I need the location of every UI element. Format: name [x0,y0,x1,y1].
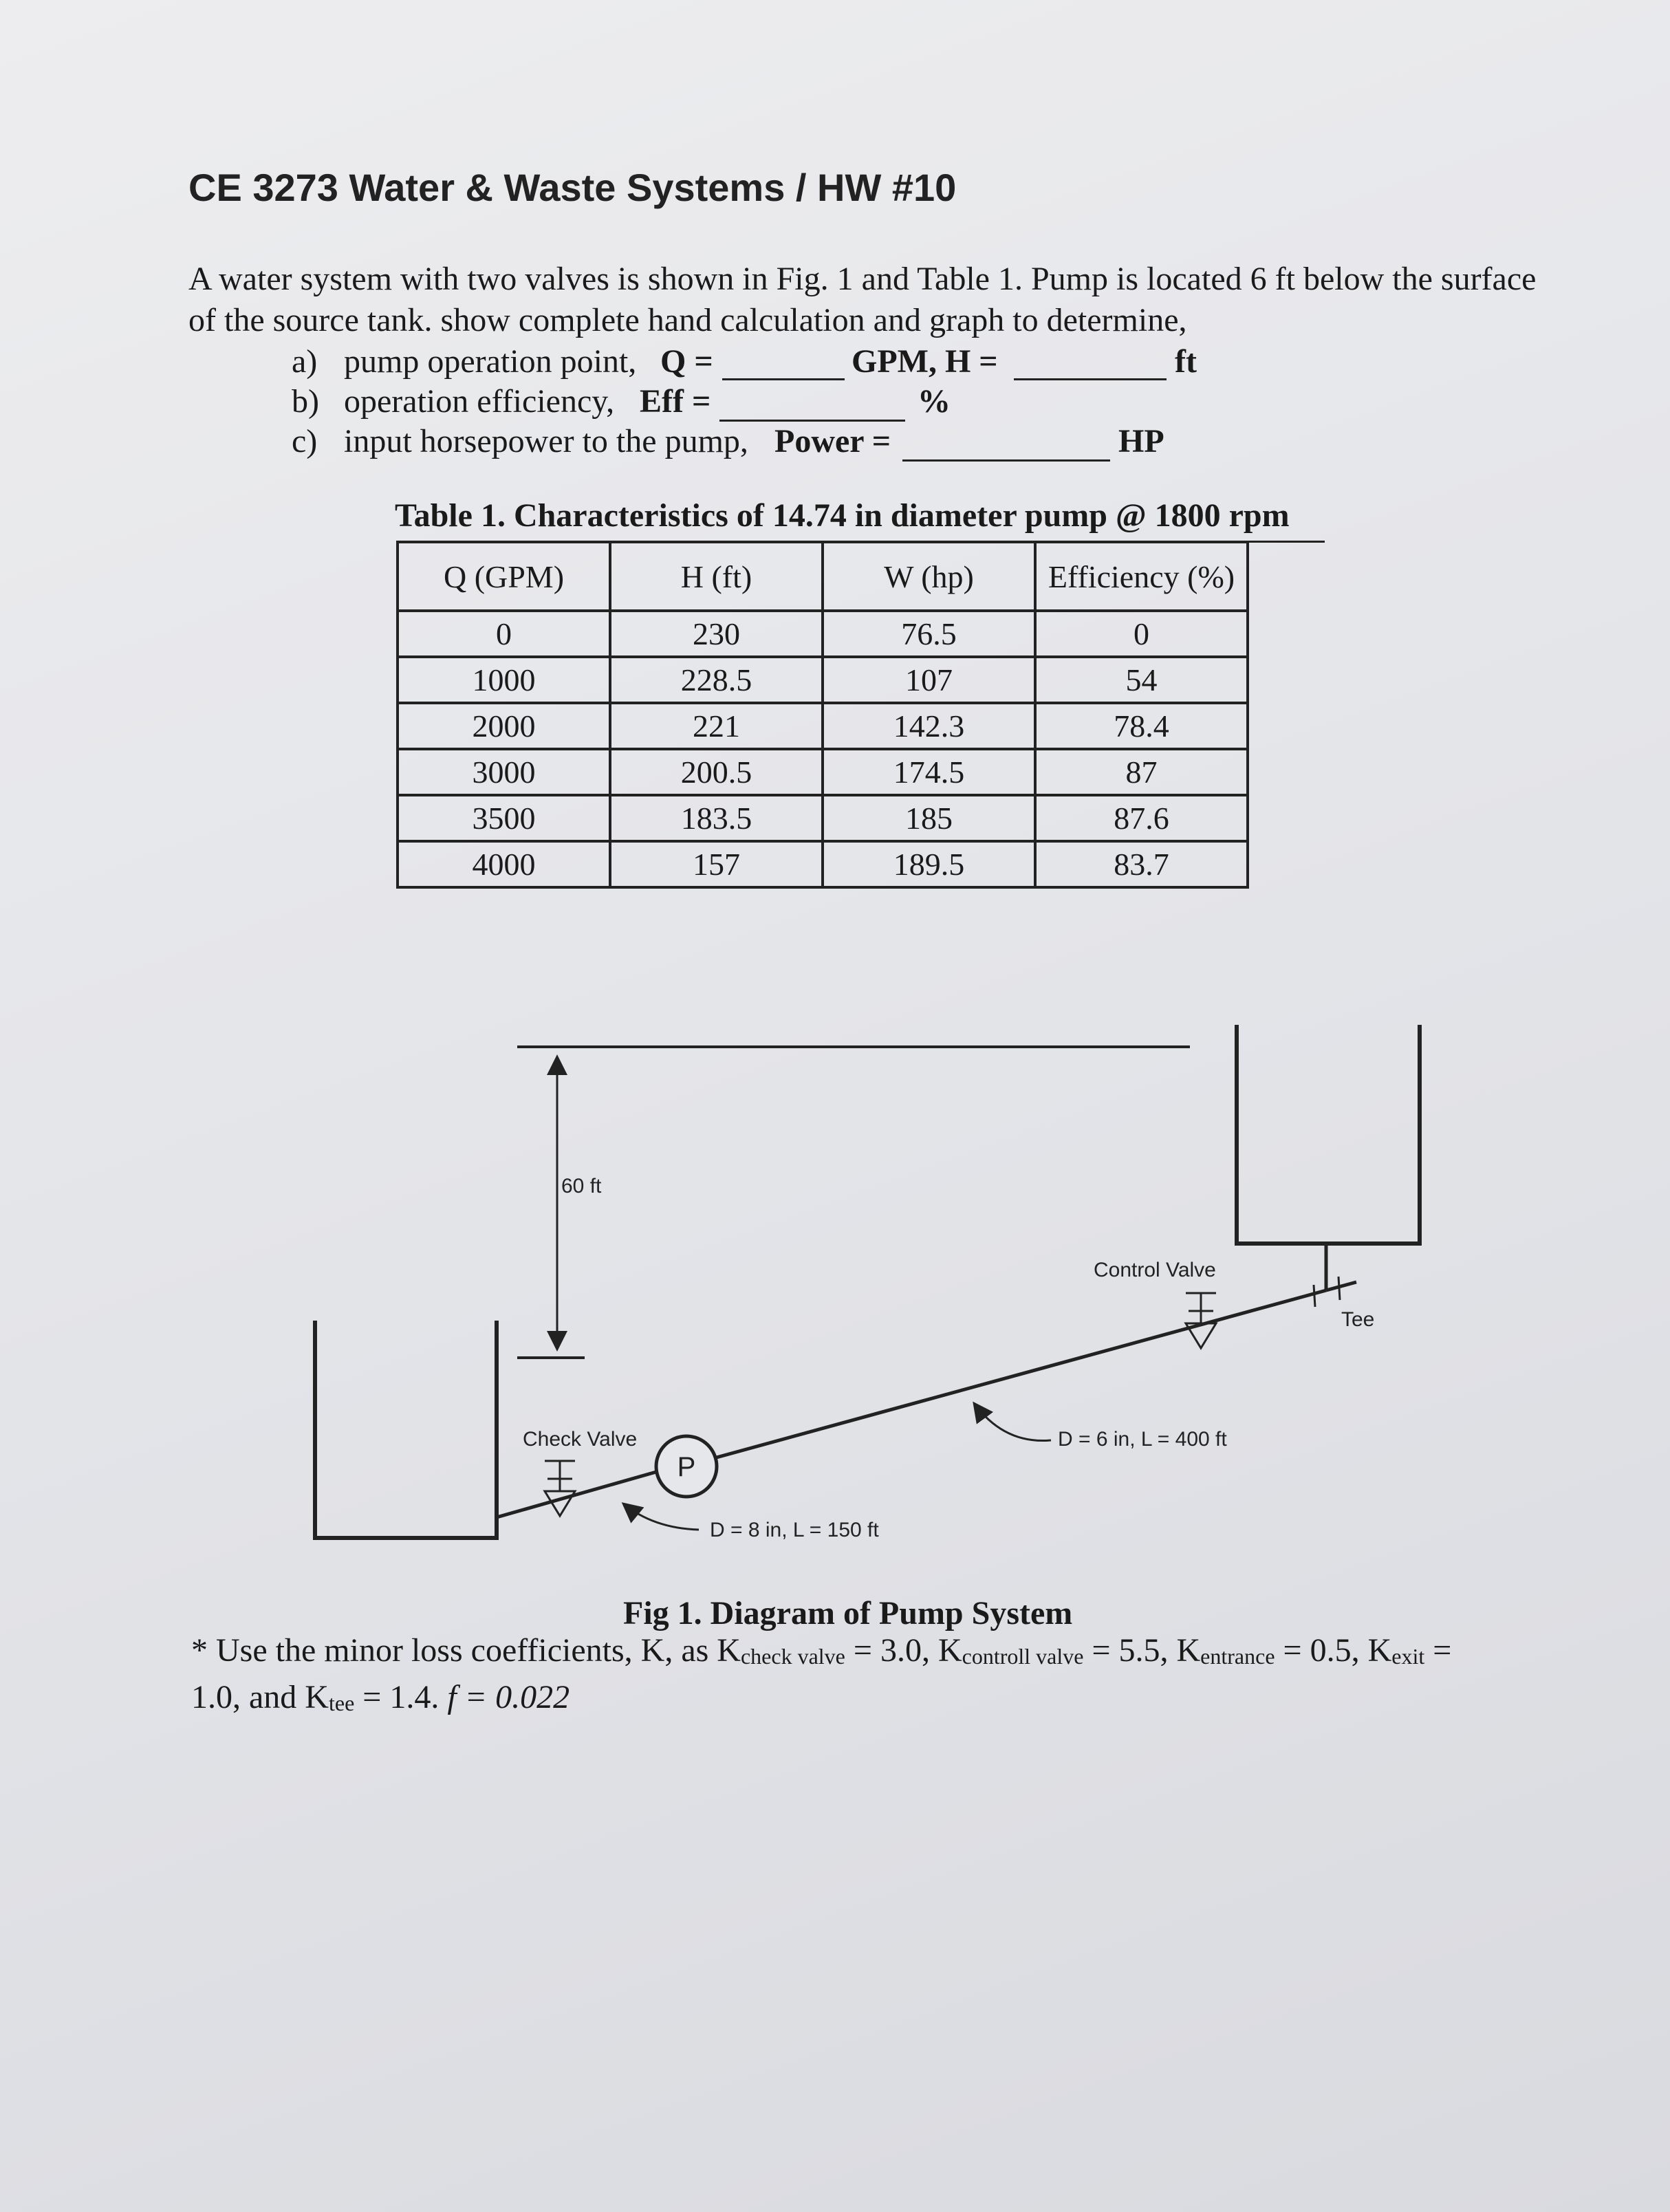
table-cell: 2000 [398,703,610,749]
note-eq-entrance: = 0.5, K [1275,1632,1392,1669]
table-cell: 189.5 [823,841,1035,887]
table-cell: 107 [823,657,1035,703]
page-title: CE 3273 Water & Waste Systems / HW #10 [188,166,957,209]
table-cell: 221 [610,703,823,749]
question-a-text: pump operation point, [344,343,637,380]
table-caption: Table 1. Characteristics of 14.74 in diameter pump @ 1800 rpm [395,497,1290,534]
question-b-label: b) [292,383,319,420]
note-sub-tee: tee [328,1691,355,1715]
table-cell: 0 [1035,611,1248,657]
table-cell: 4000 [398,841,610,887]
note-sub-entrance: entrance [1200,1644,1275,1669]
question-c-var: Power = [774,423,891,459]
table-cell: 174.5 [823,749,1035,795]
question-b-var: Eff = [640,383,711,420]
question-b-unit: % [918,383,951,420]
table-cell: 78.4 [1035,703,1248,749]
table-cell: 83.7 [1035,841,1248,887]
question-c-text: input horsepower to the pump, [344,423,748,459]
note-eq-exit: = 1.0, and K [191,1632,1452,1715]
note-eq-control: = 5.5, K [1083,1632,1201,1669]
note-eq-tee: = 1.4. [354,1679,448,1715]
question-c-label: c) [292,423,318,459]
note-sub-control: controll valve [962,1644,1084,1669]
tee-flange [1314,1285,1315,1307]
question-a-label: a) [292,343,318,380]
note-sub-check: check valve [740,1644,845,1669]
table-cell: 1000 [398,657,610,703]
elevation-label: 60 ft [561,1175,602,1197]
tee-label: Tee [1341,1308,1375,1331]
source-tank [315,1321,497,1538]
check-valve-icon [545,1461,575,1516]
question-a-unit-q: GPM, H = [852,343,998,380]
control-valve-label: Control Valve [1094,1259,1216,1281]
question-c-unit: HP [1118,423,1164,459]
table-header-h: H (ft) [610,542,823,611]
discharge-pipe [714,1290,1326,1458]
tee-branch-pipe [1326,1282,1356,1290]
minor-loss-note [191,1630,1498,1724]
table-cell: 0 [398,611,610,657]
intro-paragraph: A water system with two valves is shown in Fig. 1 and Table 1. Pump is located 6 ft below the surface of the source tank. show complete hand calculation and graph to determine, [188,261,1537,338]
table-cell: 142.3 [823,703,1035,749]
table-cell: 185 [823,795,1035,841]
question-a-unit-h: ft [1175,343,1197,380]
table-cell: 230 [610,611,823,657]
table-cell: 54 [1035,657,1248,703]
table-cell: 200.5 [610,749,823,795]
table-cell: 183.5 [610,795,823,841]
note-prefix: * Use the minor loss coefficients, K, as K [191,1632,741,1669]
table-cell: 87 [1035,749,1248,795]
pump-label: P [677,1452,696,1482]
table-cell: 157 [610,841,823,887]
table-header-w: W (hp) [823,542,1035,611]
destination-tank [1237,1025,1420,1244]
note-friction: f = 0.022 [447,1679,570,1715]
check-valve-label: Check Valve [523,1428,638,1451]
table-header-q: Q (GPM) [398,542,610,611]
table-cell: 3500 [398,795,610,841]
note-sub-exit: exit [1391,1644,1425,1669]
figure-caption: Fig 1. Diagram of Pump System [623,1595,1073,1631]
table-header-efficiency: Efficiency (%) [1035,542,1248,611]
question-a-q-var: Q = [660,343,713,380]
tee-flange [1338,1277,1340,1300]
suction-pipe-leader [623,1504,699,1530]
discharge-pipe-label: D = 6 in, L = 400 ft [1058,1428,1227,1451]
question-b-text: operation efficiency, [344,383,615,420]
suction-pipe-label: D = 8 in, L = 150 ft [710,1519,879,1541]
table-cell: 87.6 [1035,795,1248,841]
table-cell: 228.5 [610,657,823,703]
discharge-pipe-leader [974,1403,1051,1441]
table-cell: 3000 [398,749,610,795]
table-cell: 76.5 [823,611,1035,657]
note-eq-check: = 3.0, K [845,1632,962,1669]
